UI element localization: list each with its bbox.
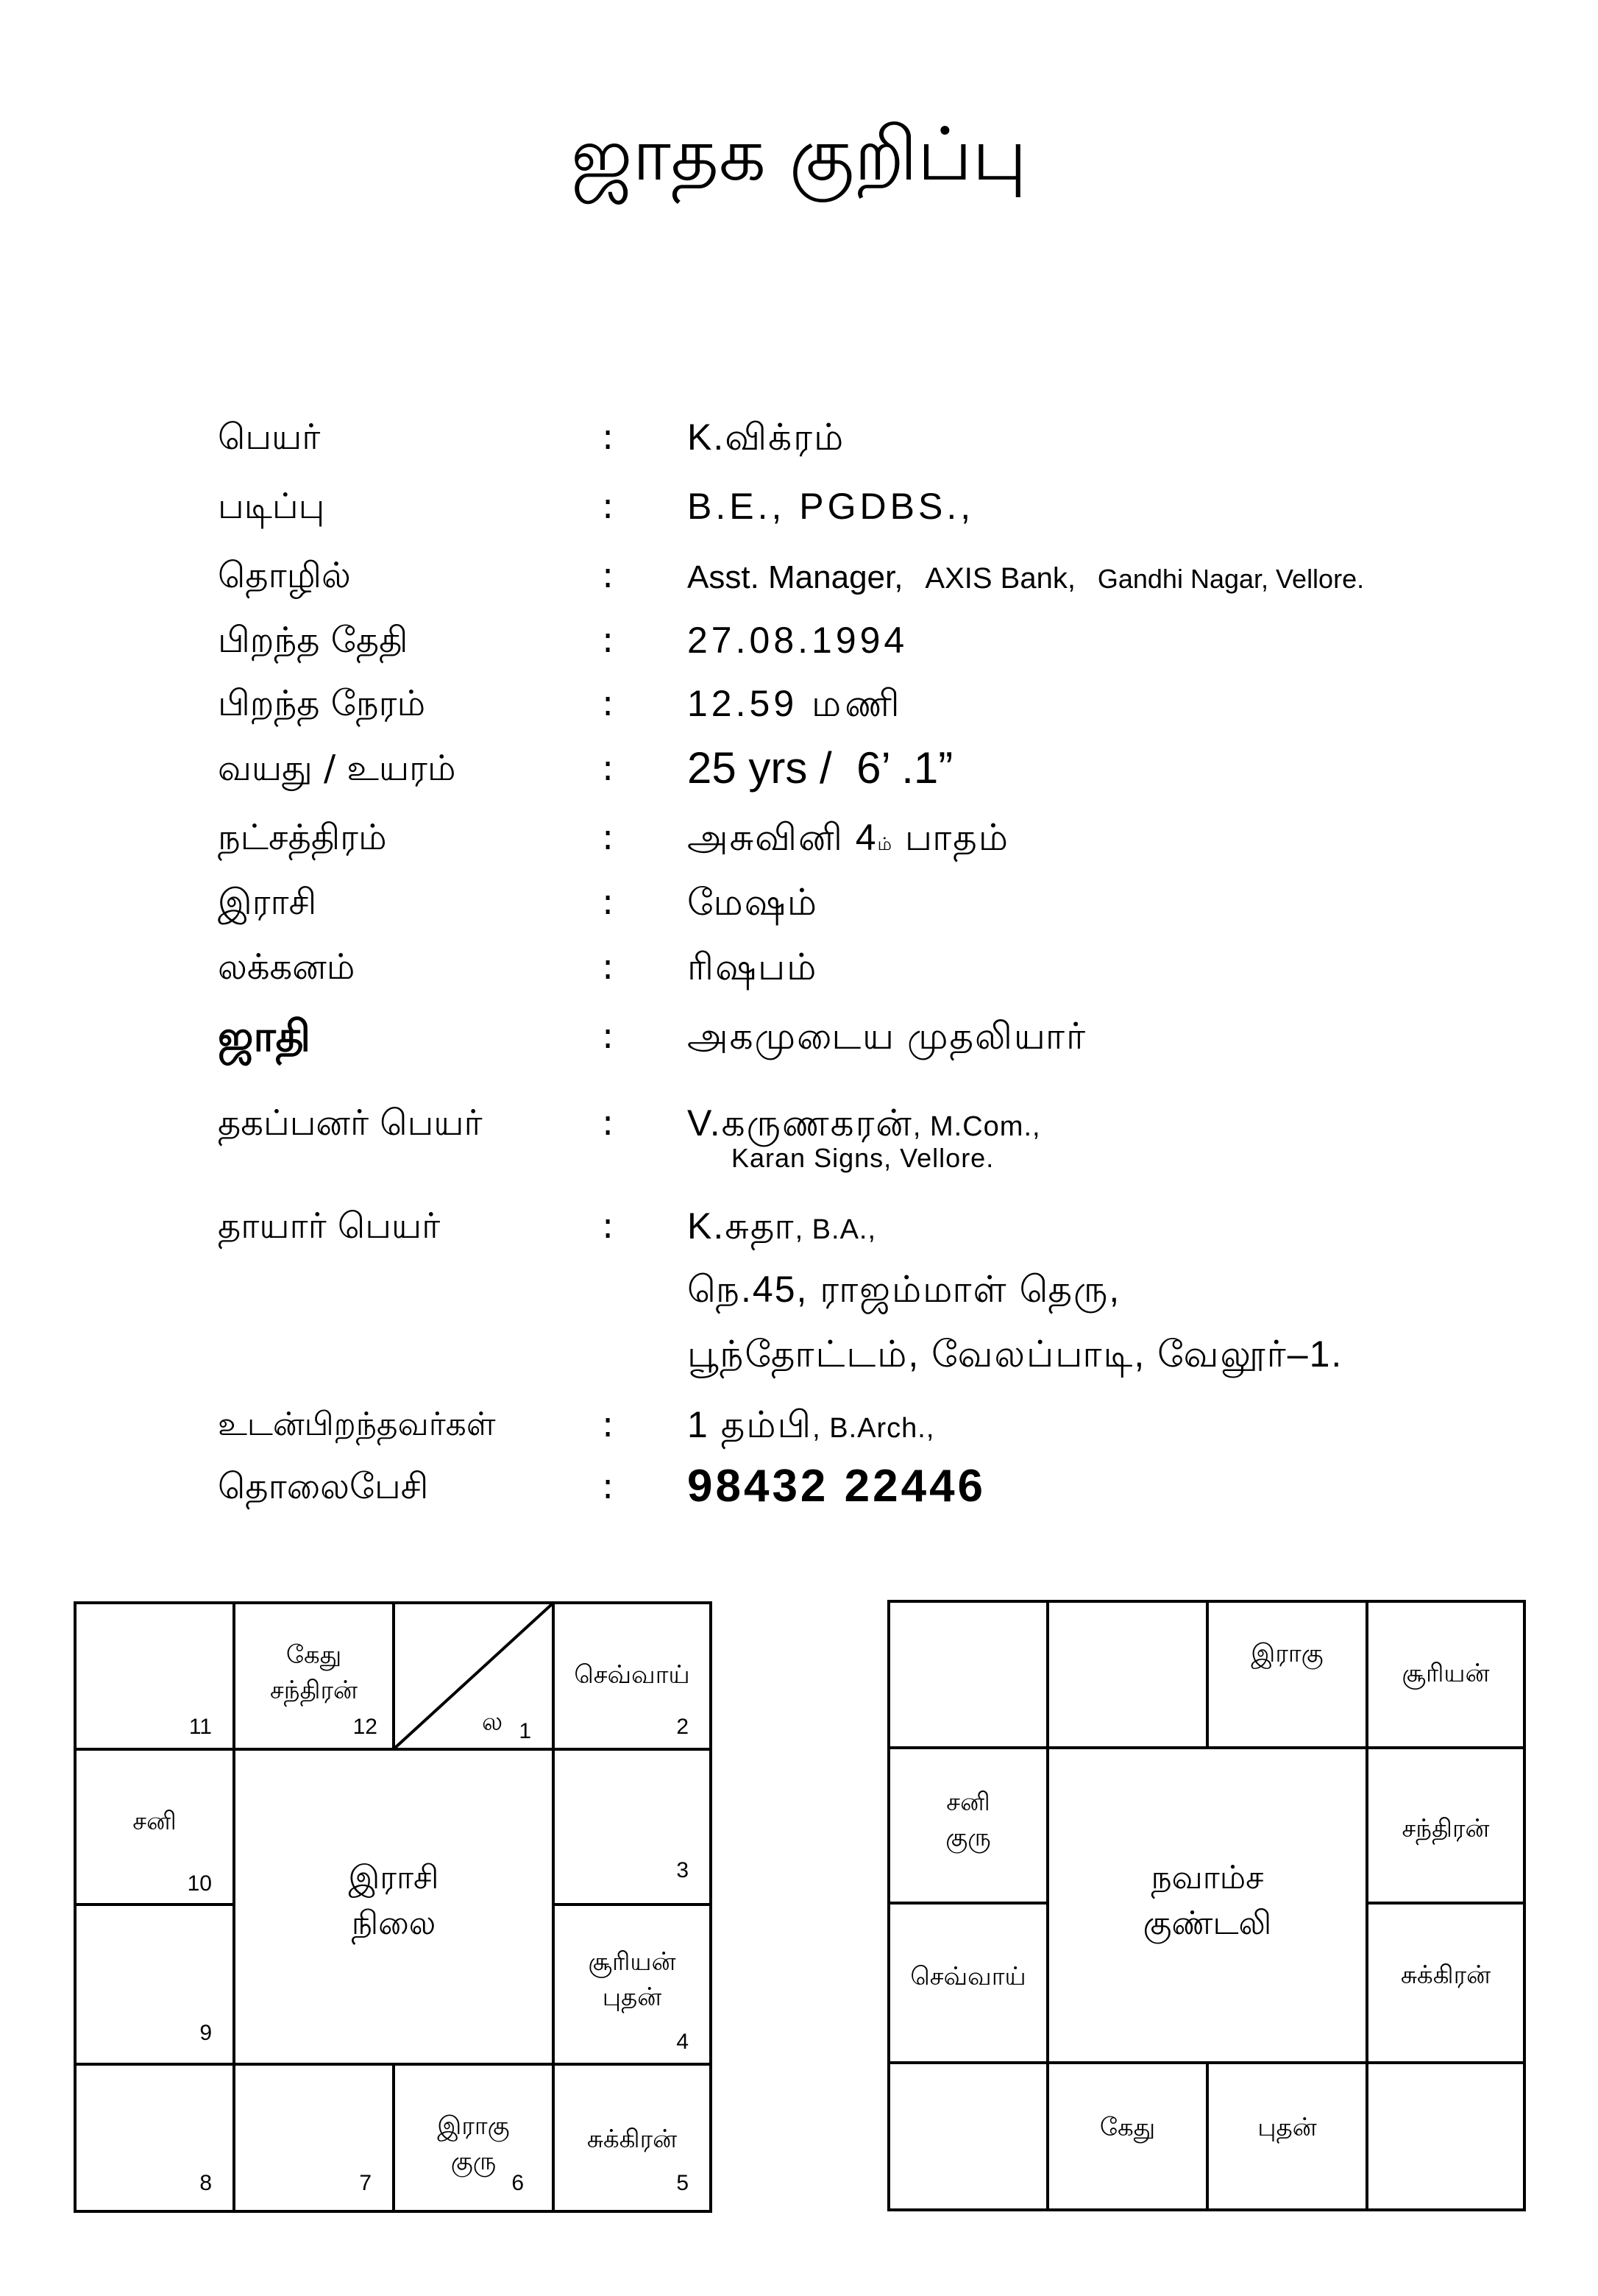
- planet-raagu: இராகு: [437, 2111, 510, 2141]
- siblings-colon: :: [602, 1404, 614, 1445]
- lagnam-label: லக்கனம்: [218, 946, 355, 988]
- siblings-count: 1 தம்பி: [687, 1404, 813, 1445]
- planet-budhan: புதன்: [1257, 2113, 1317, 2142]
- house-number: 5: [676, 2171, 689, 2195]
- planet-list: [77, 1804, 232, 1839]
- planet-sevvai: செவ்வாய்: [574, 1660, 690, 1690]
- birth-date-value: 27.08.1994: [687, 620, 909, 661]
- rasi-house-1: [392, 1601, 555, 1751]
- siblings-value: [687, 1399, 934, 1454]
- caste-colon: :: [602, 1016, 614, 1057]
- planet-suriyan: சூரியன்: [1402, 1659, 1490, 1688]
- planet-list: [235, 1637, 392, 1708]
- planet-ketu: கேது: [1099, 2113, 1156, 2142]
- navamsa-cell-12: [1366, 2061, 1526, 2211]
- rasi-chart: [75, 1603, 711, 2211]
- phone-value: 98432 22446: [687, 1461, 987, 1512]
- house-number: 1: [519, 1719, 531, 1743]
- caste-label: ஜாதி: [218, 1011, 311, 1061]
- occupation-company: AXIS Bank,: [925, 562, 1076, 595]
- planet-chandran: சந்திரன்: [1402, 1814, 1490, 1843]
- house-number: 8: [199, 2171, 212, 2195]
- star-value: [687, 812, 1009, 871]
- navamsa-title-line1: நவாம்ச: [1151, 1859, 1264, 1896]
- education-value: B.E., PGDBS.,: [687, 486, 975, 527]
- planet-list: [1209, 2110, 1366, 2145]
- birth-time-colon: :: [602, 683, 614, 724]
- navamsa-cell-6: [1366, 1746, 1526, 1905]
- name-label: பெயர்: [218, 417, 321, 458]
- planet-guru: குரு: [450, 2147, 497, 2176]
- rasi-house-9: [74, 1903, 235, 2066]
- planet-list: [395, 2108, 552, 2179]
- navamsa-cell-1: [887, 1600, 1049, 1749]
- lagnam-value: ரிஷபம்: [687, 946, 818, 988]
- father-row: [0, 1097, 1598, 1149]
- address-line2: பூந்தோட்டம், வேலப்பாடி, வேலூர்–1.: [687, 1333, 1343, 1375]
- age-height-colon: :: [602, 748, 614, 789]
- rasi-chart-title: [235, 1855, 552, 1946]
- rasi-house-6: [392, 2063, 555, 2213]
- father-name: V.கருணகரன்: [687, 1102, 913, 1144]
- phone-row: [0, 1461, 1598, 1512]
- father-workplace: Karan Signs, Vellore.: [731, 1143, 995, 1173]
- navamsa-chart: [889, 1601, 1524, 2210]
- navamsa-chart-center: [1046, 1746, 1368, 2064]
- navamsa-cell-3: [1206, 1600, 1368, 1749]
- name-row: [0, 411, 1598, 463]
- navamsa-cell-9: [887, 2061, 1049, 2211]
- star-name: அசுவினி 4: [687, 817, 878, 858]
- name-colon: :: [602, 417, 614, 458]
- caste-row: [0, 1010, 1598, 1062]
- star-row: [0, 812, 1598, 863]
- planet-list: [555, 2122, 709, 2157]
- birth-time-row: [0, 678, 1598, 729]
- phone-label: தொலைபேசி: [218, 1466, 429, 1507]
- birth-date-row: [0, 614, 1598, 666]
- name-value: K.விக்ரம்: [687, 417, 845, 458]
- father-qualification: , M.Com.,: [912, 1111, 1041, 1142]
- planet-list: [555, 1657, 709, 1693]
- rasi-house-12: [232, 1601, 395, 1751]
- lagna-marker: ல: [482, 1707, 503, 1737]
- rasi-label: இராசி: [218, 882, 317, 923]
- house-number: 4: [676, 2030, 689, 2054]
- navamsa-cell-11: [1206, 2061, 1368, 2211]
- house-number: 9: [199, 2021, 212, 2045]
- planet-chandran: சந்திரன்: [269, 1676, 358, 1705]
- navamsa-cell-8: [1366, 1902, 1526, 2064]
- star-ordinal-suffix: ம்: [877, 835, 893, 854]
- siblings-qualification: , B.Arch.,: [812, 1413, 935, 1444]
- rasi-colon: :: [602, 882, 614, 923]
- age-height-label: வயது / உயரம்: [218, 748, 456, 789]
- house-number: 6: [511, 2171, 524, 2195]
- rasi-house-8: [74, 2063, 235, 2213]
- caste-value: அகமுடைய முதலியார்: [687, 1016, 1087, 1057]
- navamsa-cell-7: [887, 1902, 1049, 2064]
- planet-guru: குரு: [945, 1823, 991, 1852]
- planet-ketu: கேது: [285, 1640, 342, 1670]
- planet-list: [1209, 1636, 1366, 1671]
- mother-value: [687, 1200, 876, 1255]
- rasi-row: [0, 876, 1598, 928]
- planet-list: [890, 1959, 1046, 1994]
- mother-label: தாயார் பெயர்: [218, 1205, 441, 1247]
- rasi-house-3: [552, 1748, 712, 1906]
- house-number: 12: [352, 1715, 377, 1739]
- star-colon: :: [602, 817, 614, 858]
- birth-date-colon: :: [602, 620, 614, 661]
- rasi-value: மேஷம்: [687, 882, 818, 923]
- star-pada: பாதம்: [904, 817, 1010, 858]
- planet-list: [890, 1785, 1046, 1855]
- mother-colon: :: [602, 1205, 614, 1247]
- planet-list: [1049, 2110, 1206, 2145]
- rasi-house-10: [74, 1748, 235, 1906]
- rasi-house-7: [232, 2063, 395, 2213]
- occupation-colon: :: [602, 555, 614, 596]
- occupation-label: தொழில்: [218, 555, 351, 596]
- education-label: படிப்பு: [218, 486, 325, 527]
- birth-time-value: 12.59 மணி: [687, 683, 903, 724]
- rasi-chart-center: [232, 1748, 555, 2066]
- house-number: 11: [188, 1715, 212, 1739]
- education-colon: :: [602, 486, 614, 527]
- siblings-label: உடன்பிறந்தவர்கள்: [218, 1406, 496, 1443]
- planet-raagu: இராகு: [1251, 1639, 1324, 1668]
- lagnam-colon: :: [602, 946, 614, 988]
- address-line1: நெ.45, ராஜம்மாள் தெரு,: [687, 1269, 1121, 1310]
- rasi-house-11: [74, 1601, 235, 1751]
- house-number: 2: [676, 1715, 689, 1739]
- age-height-row: [0, 743, 1598, 794]
- house-number: 3: [676, 1858, 689, 1882]
- star-label: நட்சத்திரம்: [218, 817, 387, 858]
- rasi-house-2: [552, 1601, 712, 1751]
- navamsa-cell-2: [1046, 1600, 1209, 1749]
- mother-name: K.சுதா: [687, 1205, 795, 1247]
- lagnam-row: [0, 941, 1598, 993]
- occupation-value: [687, 550, 1364, 605]
- planet-suriyan: சூரியன்: [588, 1947, 676, 1977]
- navamsa-cell-5: [887, 1746, 1049, 1905]
- mother-row: [0, 1200, 1598, 1252]
- navamsa-cell-4: [1366, 1600, 1526, 1749]
- education-row: [0, 481, 1598, 532]
- address-line1-row: [0, 1264, 1598, 1315]
- navamsa-cell-10: [1046, 2061, 1209, 2211]
- planet-sani: சனி: [946, 1787, 990, 1817]
- page-title: ஜாதக குறிப்பு: [571, 111, 1027, 197]
- rasi-house-4: [552, 1903, 712, 2066]
- rasi-house-5: [552, 2063, 712, 2213]
- birth-time-label: பிறந்த நேரம்: [218, 683, 426, 724]
- father-label: தகப்பனர் பெயர்: [218, 1102, 483, 1144]
- birth-date-label: பிறந்த தேதி: [218, 620, 408, 661]
- rasi-title-line2: நிலை: [351, 1905, 436, 1942]
- planet-budhan: புதன்: [602, 1983, 662, 2012]
- mother-qualification: , B.A.,: [795, 1214, 877, 1245]
- planet-sani: சனி: [132, 1807, 177, 1836]
- house-number: 7: [359, 2171, 372, 2195]
- planet-list: [1368, 1656, 1523, 1691]
- phone-colon: :: [602, 1466, 614, 1507]
- planet-sukkiran: சுக்கிரன்: [1400, 1960, 1491, 1990]
- occupation-location: Gandhi Nagar, Vellore.: [1097, 564, 1365, 594]
- house-number: 10: [187, 1871, 212, 1896]
- siblings-row: [0, 1399, 1598, 1450]
- planet-list: [1368, 1811, 1523, 1846]
- occupation-designation: Asst. Manager,: [687, 559, 903, 595]
- age-height-value: 25 yrs / 6’ .1”: [687, 743, 954, 793]
- navamsa-chart-title: [1049, 1855, 1366, 1946]
- planet-list: [1368, 1957, 1523, 1993]
- address-line2-row: [0, 1328, 1598, 1380]
- father-colon: :: [602, 1102, 614, 1144]
- occupation-row: [0, 550, 1598, 601]
- navamsa-title-line2: குண்டலி: [1143, 1905, 1272, 1942]
- planet-sukkiran: சுக்கிரன்: [586, 2125, 678, 2154]
- planet-list: [555, 1944, 709, 2015]
- rasi-title-line1: இராசி: [348, 1859, 439, 1896]
- planet-sevvai: செவ்வாய்: [910, 1962, 1026, 1991]
